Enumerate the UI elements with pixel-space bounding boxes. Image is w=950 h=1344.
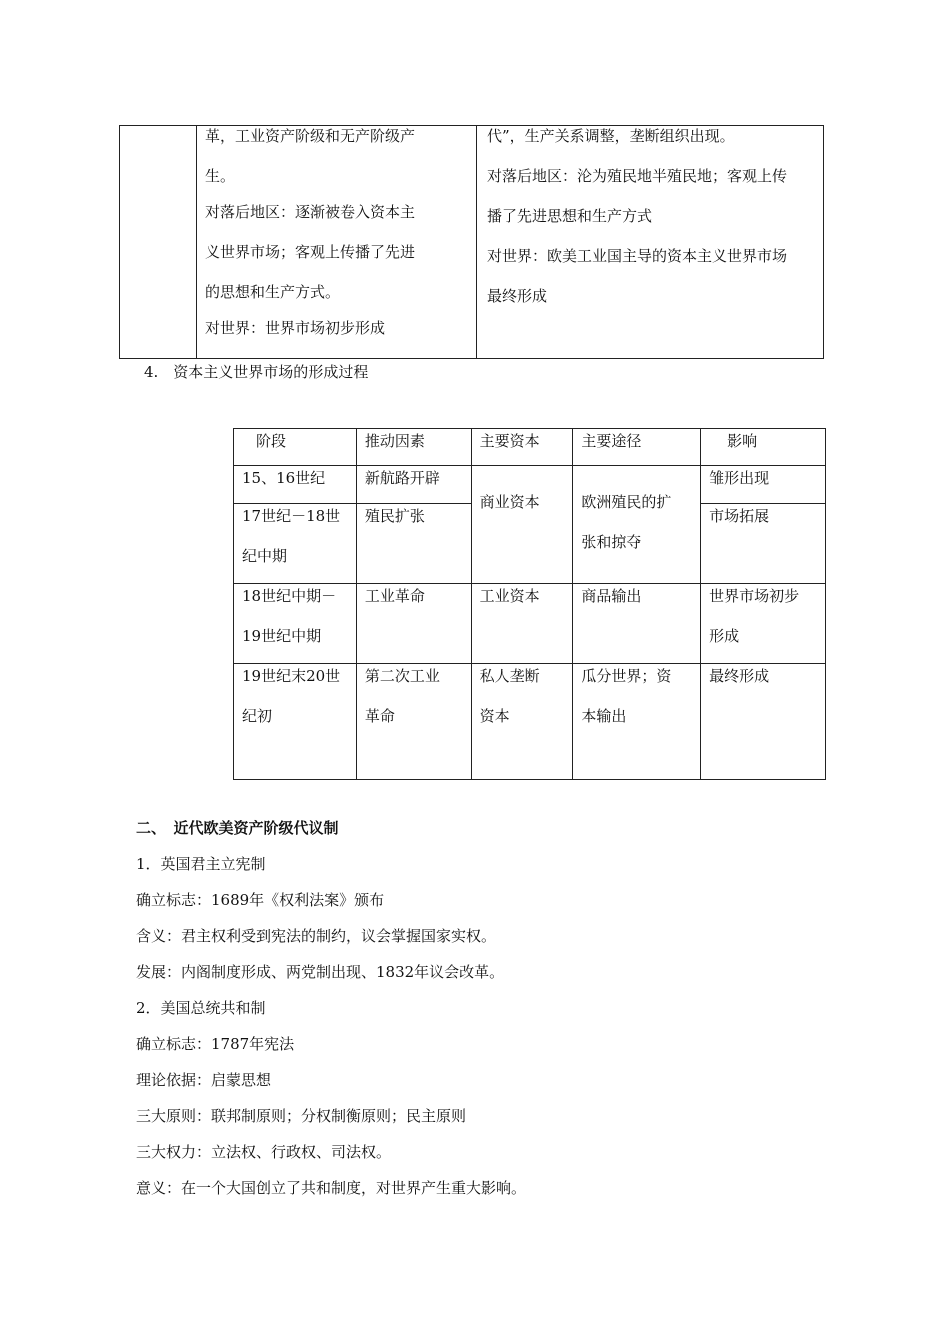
- impact-cell: 雏形出现: [701, 466, 826, 504]
- uk-development: 发展：内阁制度形成、两党制出现、1832年议会改革。: [136, 963, 505, 981]
- table-row: [234, 664, 826, 780]
- cell-line: 代”，生产关系调整，垄断组织出现。: [487, 127, 735, 145]
- header-impact: 影响: [701, 429, 826, 466]
- impact-cell: 市场拓展: [701, 504, 826, 583]
- world-market-table: [233, 428, 826, 780]
- stage-line: 纪中期: [242, 547, 288, 566]
- factor-line: 革命: [364, 707, 395, 726]
- us-meaning: 意义：在一个大国创立了共和制度，对世界产生重大影响。: [136, 1179, 527, 1197]
- impact-cell: [701, 583, 826, 663]
- factor-cell: 工业革命: [356, 583, 471, 663]
- second-revolution-impact-cell: [477, 126, 824, 359]
- header-factor: 推动因素: [356, 429, 471, 466]
- cell-line: 对世界：欧美工业国主导的资本主义世界市场: [487, 247, 788, 265]
- factor-cell: 殖民扩张: [356, 504, 471, 583]
- cell-line: 的思想和生产方式。: [205, 283, 341, 301]
- cell-line: 生。: [205, 167, 236, 185]
- factor-cell: 新航路开辟: [356, 466, 471, 504]
- cell-line: 对落后地区：沦为殖民地半殖民地；客观上传: [487, 167, 788, 185]
- stage-line: 18世纪中期－: [242, 586, 337, 605]
- table-row: [234, 466, 826, 504]
- cell-line: 最终形成: [487, 287, 548, 305]
- cell-line: 义世界市场；客观上传播了先进: [205, 243, 416, 261]
- route-line: 张和掠夺: [581, 533, 642, 552]
- impact-line: 形成: [709, 626, 740, 645]
- cell-line: 对落后地区：逐渐被卷入资本主: [205, 203, 416, 221]
- us-title: 2．美国总统共和制: [136, 999, 266, 1017]
- us-theory: 理论依据：启蒙思想: [136, 1071, 272, 1089]
- header-stage: 阶段: [234, 429, 357, 466]
- us-establish-mark: 确立标志：1787年宪法: [136, 1035, 295, 1053]
- stage-cell: [234, 583, 357, 663]
- uk-meaning: 含义：君主权利受到宪法的制约，议会掌握国家实权。: [136, 927, 497, 945]
- cell-line: 对世界：世界市场初步形成: [205, 319, 386, 337]
- route-line: 欧洲殖民的扩: [581, 493, 672, 512]
- route-cell: 商品输出: [573, 583, 701, 663]
- uk-establish-mark: 确立标志：1689年《权利法案》颁布: [136, 891, 385, 909]
- section-2-heading: 二、 近代欧美资产阶级代议制: [136, 819, 339, 837]
- capital-line: 私人垄断: [479, 667, 540, 686]
- route-line: 本输出: [581, 707, 627, 726]
- us-principles: 三大原则：联邦制原则；分权制衡原则；民主原则: [136, 1107, 467, 1125]
- section-4-heading: 4. 资本主义世界市场的形成过程: [144, 363, 369, 381]
- cell-line: 革，工业资产阶级和无产阶级产: [205, 127, 416, 145]
- stage-line: 17世纪－18世: [242, 507, 341, 526]
- capital-cell-merged: [471, 466, 573, 584]
- top-continuation-table: [119, 125, 824, 359]
- capital-cell: [471, 664, 573, 780]
- empty-cell: [120, 126, 197, 359]
- route-cell-merged: [573, 466, 701, 584]
- route-cell: [573, 664, 701, 780]
- uk-title: 1．英国君主立宪制: [136, 855, 266, 873]
- industrial-revolution-impact-cell: [197, 126, 477, 359]
- table-header-row: [234, 429, 826, 466]
- capital-text: 商业资本: [479, 493, 540, 512]
- factor-line: 第二次工业: [364, 667, 440, 686]
- impact-cell: 最终形成: [701, 664, 826, 780]
- capital-cell: 工业资本: [471, 583, 573, 663]
- table-row: [234, 583, 826, 663]
- stage-line: 19世纪末20世: [242, 667, 341, 686]
- stage-cell: 15、16世纪: [234, 466, 357, 504]
- stage-line: 19世纪中期: [242, 626, 322, 645]
- stage-cell: [234, 504, 357, 583]
- header-route: 主要途径: [573, 429, 701, 466]
- impact-line: 世界市场初步: [709, 586, 800, 605]
- stage-line: 纪初: [242, 707, 273, 726]
- route-line: 瓜分世界；资: [581, 667, 672, 686]
- cell-line: 播了先进思想和生产方式: [487, 207, 653, 225]
- factor-cell: [356, 664, 471, 780]
- stage-cell: [234, 664, 357, 780]
- header-capital: 主要资本: [471, 429, 573, 466]
- us-powers: 三大权力：立法权、行政权、司法权。: [136, 1143, 392, 1161]
- capital-line: 资本: [479, 707, 510, 726]
